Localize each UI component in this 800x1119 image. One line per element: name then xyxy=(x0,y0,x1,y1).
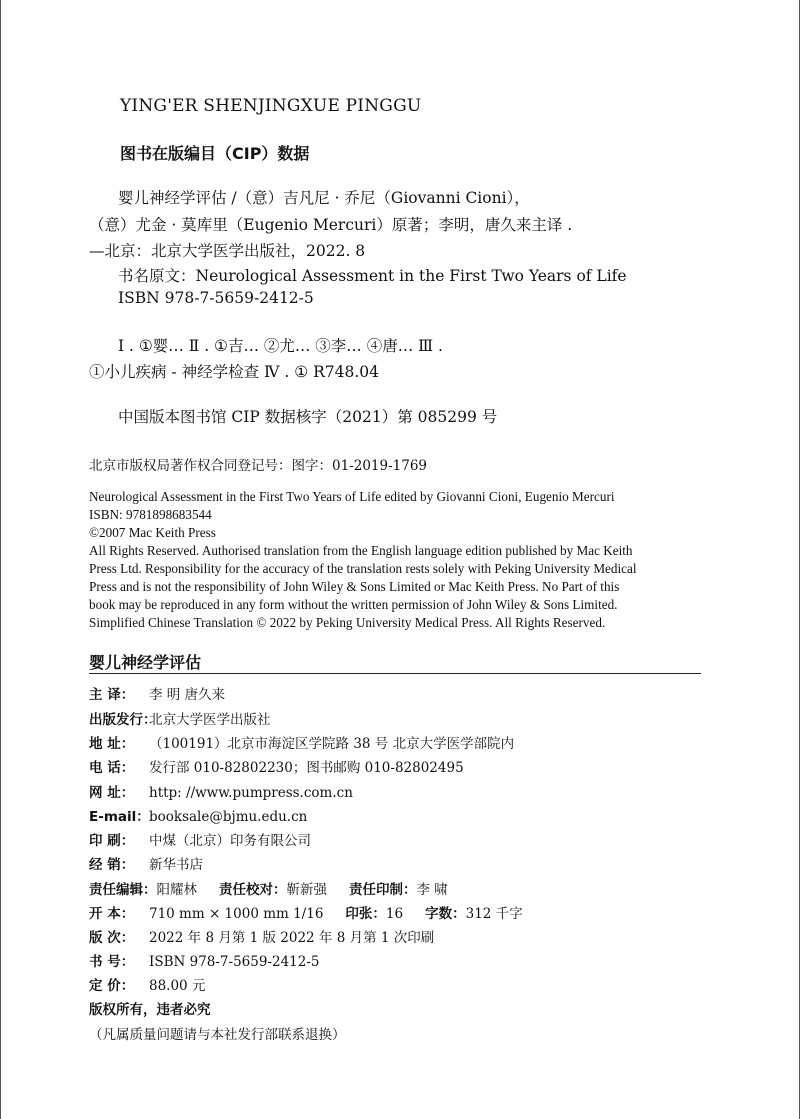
cip-line: —北京：北京大学医学出版社，2022. 8 xyxy=(89,242,366,260)
colophon-row-format xyxy=(89,902,523,922)
row-value: 北京大学医学出版社 xyxy=(149,712,271,728)
row-label: 主 译： xyxy=(89,687,135,703)
cip-isbn-line: ISBN 978-7-5659-2412-5 xyxy=(118,289,314,307)
book-title: 婴儿神经学评估 xyxy=(89,653,202,672)
pinyin-title: YING'ER SHENJINGXUE PINGGU xyxy=(120,96,422,116)
colophon-row-address xyxy=(89,732,514,752)
colophon-row-phone xyxy=(89,756,464,776)
row-value: booksale@bjmu.edu.cn xyxy=(149,809,308,825)
colophon-row-website xyxy=(89,781,353,801)
row-label: 开 本： xyxy=(89,906,135,922)
english-line: Simplified Chinese Translation © 2022 by Peking University Medical Press. All Rights Reserved. xyxy=(89,615,606,630)
return-note-text: （凡属质量问题请与本社发行部联系退换） xyxy=(89,1027,346,1043)
row-label: 版 次： xyxy=(89,930,135,946)
row-label: 印 刷： xyxy=(89,833,135,849)
colophon-row-printer xyxy=(89,829,311,849)
row-value: 88.00 元 xyxy=(149,978,206,994)
row-value: （100191）北京市海淀区学院路 38 号 北京大学医学部院内 xyxy=(149,736,515,752)
row-value: 李 明 唐久来 xyxy=(149,687,226,703)
proof-label: 责任校对： xyxy=(219,882,287,898)
cip-line: 婴儿神经学评估 /（意）吉凡尼 · 乔尼（Giovanni Cioni）， xyxy=(118,189,530,207)
english-line: ISBN: 9781898683544 xyxy=(89,507,212,522)
row-label: 经 销： xyxy=(89,857,135,873)
english-line: book may be reproduced in any form without the written permission of John Wiley & Sons Limited. xyxy=(89,597,618,612)
page-edge-left xyxy=(0,0,1,1119)
row-value: http: //www.pumpress.com.cn xyxy=(149,785,353,801)
row-value: 710 mm × 1000 mm 1/16 xyxy=(149,906,324,922)
colophon-row-editors xyxy=(89,878,448,898)
cip-line: 书名原文：Neurological Assessment in the First Two Years of Life xyxy=(118,267,627,285)
cip-line: （意）尤金 · 莫库里（Eugenio Mercuri）原著；李明，唐久来主译 . xyxy=(89,216,573,234)
colophon-row-price xyxy=(89,974,205,994)
rights-text: 版权所有，违者必究 xyxy=(89,1002,211,1018)
rights-notice xyxy=(89,998,211,1018)
cip-index-line: Ⅰ . ①婴… Ⅱ . ①吉… ②尤… ③李… ④唐… Ⅲ . xyxy=(118,337,443,355)
row-label: E-mail： xyxy=(89,809,150,825)
editor-value: 阳耀林 xyxy=(156,882,197,898)
sheets-label: 印张： xyxy=(345,906,386,922)
divider-rule xyxy=(89,673,701,674)
english-line: Press Ltd. Responsibility for the accuracy of the translation rests solely with Peking University Medical xyxy=(89,561,637,576)
cip-check-number: 中国版本图书馆 CIP 数据核字（2021）第 085299 号 xyxy=(118,408,498,426)
row-value: 发行部 010-82802230；图书邮购 010-82802495 xyxy=(149,760,464,776)
english-line: Press and is not the responsibility of John Wiley & Sons Limited or Mac Keith Press. No Part of this xyxy=(89,579,620,594)
sheets-value: 16 xyxy=(385,906,404,922)
english-line: ©2007 Mac Keith Press xyxy=(89,525,216,540)
row-label: 电 话： xyxy=(89,760,135,776)
cip-index-line: ①小儿疾病 - 神经学检查 Ⅳ . ① R748.04 xyxy=(89,363,380,381)
proof-value: 靳新强 xyxy=(286,882,327,898)
colophon-row-publisher xyxy=(89,708,271,728)
row-label: 书 号： xyxy=(89,954,135,970)
colophon-row-email xyxy=(89,805,307,825)
words-value: 312 千字 xyxy=(465,906,523,922)
row-value: ISBN 978-7-5659-2412-5 xyxy=(149,954,320,970)
row-value: 中煤（北京）印务有限公司 xyxy=(149,833,311,849)
row-label: 定 价： xyxy=(89,978,135,994)
cip-heading: 图书在版编目（CIP）数据 xyxy=(120,144,310,163)
words-label: 字数： xyxy=(425,906,466,922)
colophon-row-distributor xyxy=(89,853,203,873)
row-label: 地 址： xyxy=(89,736,135,752)
colophon-row-isbn xyxy=(89,950,320,970)
english-line: All Rights Reserved. Authorised translation from the English language edition published by Mac Keith xyxy=(89,543,633,558)
row-value: 2022 年 8 月第 1 版 2022 年 8 月第 1 次印刷 xyxy=(149,930,435,946)
print-value: 李 啸 xyxy=(416,882,448,898)
colophon-row-translator xyxy=(89,683,225,703)
print-label: 责任印制： xyxy=(349,882,417,898)
row-value: 新华书店 xyxy=(149,857,203,873)
return-note xyxy=(89,1023,346,1043)
english-line: Neurological Assessment in the First Two Years of Life edited by Giovanni Cioni, Eugenio Mercuri xyxy=(89,489,615,504)
copyright-registration: 北京市版权局著作权合同登记号：图字：01-2019-1769 xyxy=(89,458,428,474)
row-label: 出版发行： xyxy=(89,712,157,728)
colophon-row-edition xyxy=(89,926,434,946)
row-label: 网 址： xyxy=(89,785,135,801)
editor-label: 责任编辑： xyxy=(89,882,157,898)
